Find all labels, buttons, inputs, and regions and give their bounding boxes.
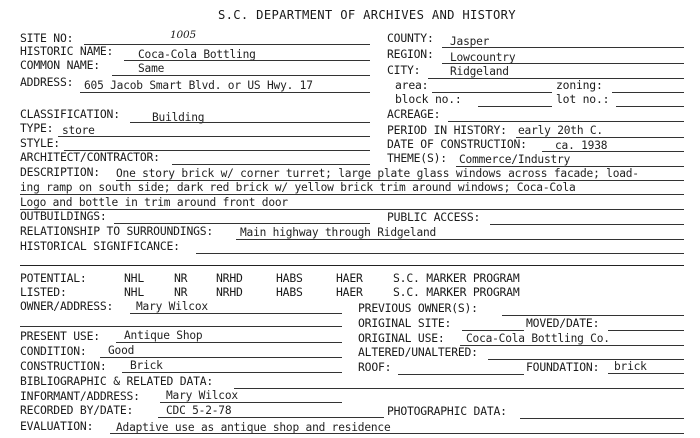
type-value: store (62, 124, 95, 137)
type-line (58, 136, 370, 137)
potential-nr: NR (174, 271, 188, 285)
address-label: ADDRESS: (20, 75, 74, 89)
date-construction-value: ca. 1938 (555, 139, 608, 152)
roof-label: ROOF: (358, 360, 392, 374)
evaluation-label: EVALUATION: (20, 419, 94, 433)
zoning-label: zoning: (556, 78, 603, 92)
potential-haer: HAER (336, 271, 363, 285)
common-name-label: COMMON NAME: (20, 58, 100, 72)
county-value: Jasper (450, 35, 490, 48)
section-divider (20, 265, 684, 266)
common-name-value: Same (138, 62, 165, 75)
recorded-line (158, 417, 384, 418)
condition-line (100, 357, 342, 358)
informant-value: Mary Wilcox (166, 389, 238, 402)
construction-value: Brick (130, 359, 163, 372)
lot-no-label: lot no.: (556, 92, 610, 106)
zoning-line (612, 92, 684, 93)
potential-nhl: NHL (124, 271, 144, 285)
themes-label: THEME(S): (387, 151, 447, 165)
original-site-line (462, 330, 524, 331)
description-line-3: Logo and bottle in trim around front door (20, 196, 288, 209)
condition-label: CONDITION: (20, 344, 87, 358)
outbuildings-label: OUTBUILDINGS: (20, 209, 107, 223)
county-label: COUNTY: (387, 31, 434, 45)
style-label: STYLE: (20, 136, 60, 150)
period-value: early 20th C. (518, 124, 603, 137)
listed-habs: HABS (276, 285, 303, 299)
architect-line (172, 164, 370, 165)
evaluation-line (110, 433, 684, 434)
original-use-line (460, 345, 684, 346)
foundation-label: FOUNDATION: (526, 360, 600, 374)
themes-value: Commerce/Industry (459, 153, 571, 166)
acreage-line (448, 121, 684, 122)
owner-address-line-2 (20, 326, 342, 327)
common-name-line (112, 75, 370, 76)
previous-owners-label: PREVIOUS OWNER(S): (358, 301, 478, 315)
address-value: 605 Jacob Smart Blvd. or US Hwy. 17 (84, 79, 313, 92)
city-value: Ridgeland (450, 65, 509, 78)
owner-address-value: Mary Wilcox (136, 300, 208, 313)
classification-label: CLASSIFICATION: (20, 107, 120, 121)
potential-nrhd: NRHD (216, 271, 243, 285)
region-label: REGION: (387, 47, 434, 61)
area-label: area: (395, 78, 429, 92)
listed-nhl: NHL (124, 285, 144, 299)
foundation-line (608, 373, 684, 374)
altered-label: ALTERED/UNALTERED: (358, 345, 478, 359)
condition-value: Good (108, 344, 135, 357)
original-use-label: ORIGINAL USE: (358, 331, 445, 345)
lot-no-line (616, 106, 684, 107)
description-line-2: ing ramp on south side; dark red brick w/ yellow brick trim around windows; Coca-Cola (20, 181, 576, 194)
block-no-line (478, 106, 552, 107)
photographic-label: PHOTOGRAPHIC DATA: (387, 404, 507, 418)
classification-value: Building (152, 111, 205, 124)
architect-label: ARCHITECT/CONTRACTOR: (20, 150, 160, 164)
relationship-label: RELATIONSHIP TO SURROUNDINGS: (20, 224, 214, 238)
moved-date-line (608, 330, 684, 331)
listed-label: LISTED: (20, 285, 67, 299)
photographic-line (520, 418, 684, 419)
present-use-label: PRESENT USE: (20, 329, 100, 343)
block-no-label: block no.: (395, 92, 462, 106)
roof-line (398, 374, 524, 375)
city-label: CITY: (387, 63, 421, 77)
owner-address-line (130, 313, 342, 314)
listed-nr: NR (174, 285, 188, 299)
site-no-value: 1005 (170, 29, 196, 41)
construction-line (122, 372, 342, 373)
acreage-label: ACREAGE: (387, 107, 441, 121)
classification-line (130, 122, 370, 123)
present-use-line (116, 342, 342, 343)
potential-label: POTENTIAL: (20, 271, 87, 285)
period-label: PERIOD IN HISTORY: (387, 123, 507, 137)
construction-label: CONSTRUCTION: (20, 359, 107, 373)
description-label: DESCRIPTION: (20, 165, 100, 179)
historic-name-line (124, 60, 370, 61)
bibliographic-line (234, 388, 684, 389)
original-use-value: Coca-Cola Bottling Co. (466, 332, 610, 345)
informant-label: INFORMANT/ADDRESS: (20, 389, 140, 403)
description-rule-3 (20, 209, 684, 210)
description-rule-2 (20, 194, 684, 195)
relationship-value: Main highway through Ridgeland (240, 226, 437, 239)
historic-name-label: HISTORIC NAME: (20, 44, 114, 58)
owner-address-label: OWNER/ADDRESS: (20, 299, 114, 313)
form-title: S.C. DEPARTMENT OF ARCHIVES AND HISTORY (218, 8, 516, 22)
region-line (442, 63, 684, 64)
historical-significance-label: HISTORICAL SIGNIFICANCE: (20, 239, 180, 253)
potential-habs: HABS (276, 271, 303, 285)
listed-nrhd: NRHD (216, 285, 243, 299)
public-access-label: PUBLIC ACCESS: (387, 210, 481, 224)
county-line (442, 47, 684, 48)
foundation-value: brick (614, 360, 647, 373)
address-line (80, 92, 370, 93)
present-use-value: Antique Shop (124, 329, 203, 342)
original-site-label: ORIGINAL SITE: (358, 316, 452, 330)
site-no-label: SITE NO: (20, 31, 74, 45)
listed-sc-marker: S.C. MARKER PROGRAM (393, 285, 520, 299)
period-line (516, 137, 684, 138)
description-line-1: One story brick w/ corner turret; large plate glass windows across facade; load- (116, 167, 639, 180)
potential-sc-marker: S.C. MARKER PROGRAM (393, 271, 520, 285)
bibliographic-label: BIBLIOGRAPHIC & RELATED DATA: (20, 374, 214, 388)
region-value: Lowcountry (450, 51, 516, 64)
historic-name-value: Coca-Cola Bottling (138, 48, 256, 61)
historical-significance-line (196, 253, 684, 254)
date-construction-label: DATE OF CONSTRUCTION: (387, 137, 527, 151)
moved-date-label: MOVED/DATE: (526, 316, 600, 330)
relationship-line (236, 239, 684, 240)
listed-haer: HAER (336, 285, 363, 299)
public-access-line (490, 224, 684, 225)
site-no-line (84, 44, 370, 45)
type-label: TYPE: (20, 121, 54, 135)
date-construction-line (542, 151, 684, 152)
evaluation-value: Adaptive use as antique shop and residence (116, 421, 391, 434)
recorded-value: CDC 5-2-78 (166, 404, 232, 417)
recorded-label: RECORDED BY/DATE: (20, 403, 134, 417)
informant-line (160, 402, 342, 403)
